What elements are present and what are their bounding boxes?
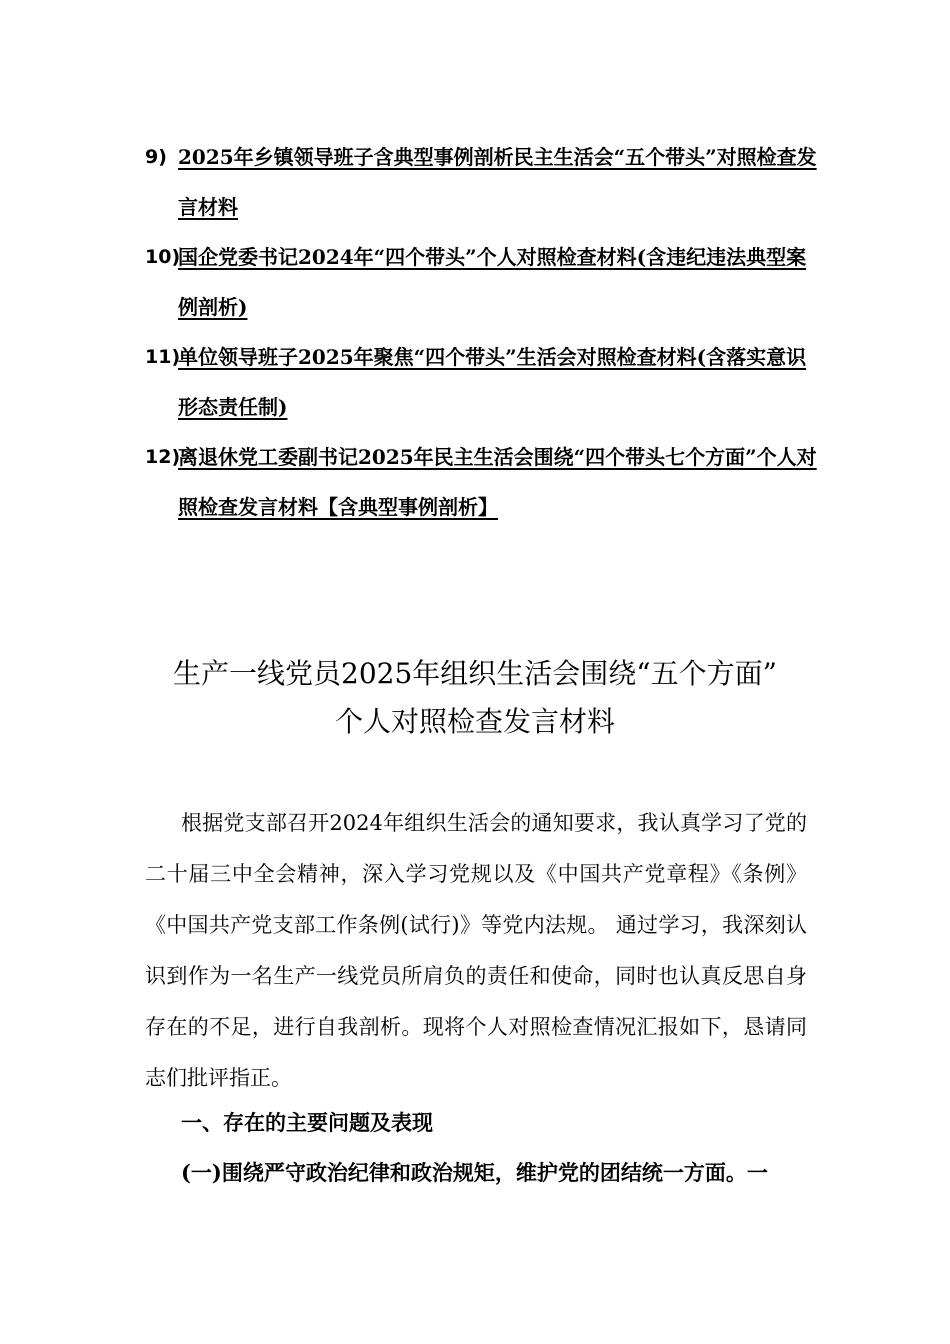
toc-item[interactable] [145,232,825,332]
toc-item-number: 11) [145,346,181,368]
toc-item-number: 10) [145,246,181,268]
section-heading: 一、存在的主要问题及表现 [181,1110,433,1135]
toc-item[interactable] [145,132,825,232]
toc-item[interactable] [145,332,825,432]
toc-item[interactable] [145,432,825,532]
toc-item-link[interactable]: 单位领导班子2025年聚焦“四个带头”生活会对照检查材料(含落实意识形态责任制) [178,345,807,419]
toc-item-link[interactable]: 离退休党工委副书记2025年民主生活会围绕“四个带头七个方面”个人对照检查发言材料【含典型事例剖析】 [178,445,817,519]
toc-item-number: 12) [145,446,181,468]
toc-item-link[interactable]: 2025年乡镇领导班子含典型事例剖析民主生活会“五个带头”对照检查发言材料 [178,145,817,219]
intro-paragraph: 根据党支部召开2024年组织生活会的通知要求，我认真学习了党的二十届三中全会精神，深入学习党规以及《中国共产党章程》《条例》《中国共产党支部工作条例(试行)》等党内法规。 通过学习，我深刻认识到作为一名生产一线党员所肩负的责任和使命，同时也认真反思自身存在的不足，进行自我剖析。现将个人对照检查情况汇报如下，恳请同志们批评指正。 [145,811,807,1090]
document-title [0,650,950,746]
toc-item-link[interactable]: 国企党委书记2024年“四个带头”个人对照检查材料(含违纪违法典型案例剖析) [178,245,807,319]
subsection-heading: (一)围绕严守政治纪律和政治规矩，维护党的团结统一方面。一 [181,1160,768,1185]
toc-item-number: 9) [145,146,167,168]
document-title-line-1: 生产一线党员2025年组织生活会围绕“五个方面” [173,657,777,690]
table-of-contents [145,132,825,532]
document-title-line-2: 个人对照检查发言材料 [334,705,615,738]
